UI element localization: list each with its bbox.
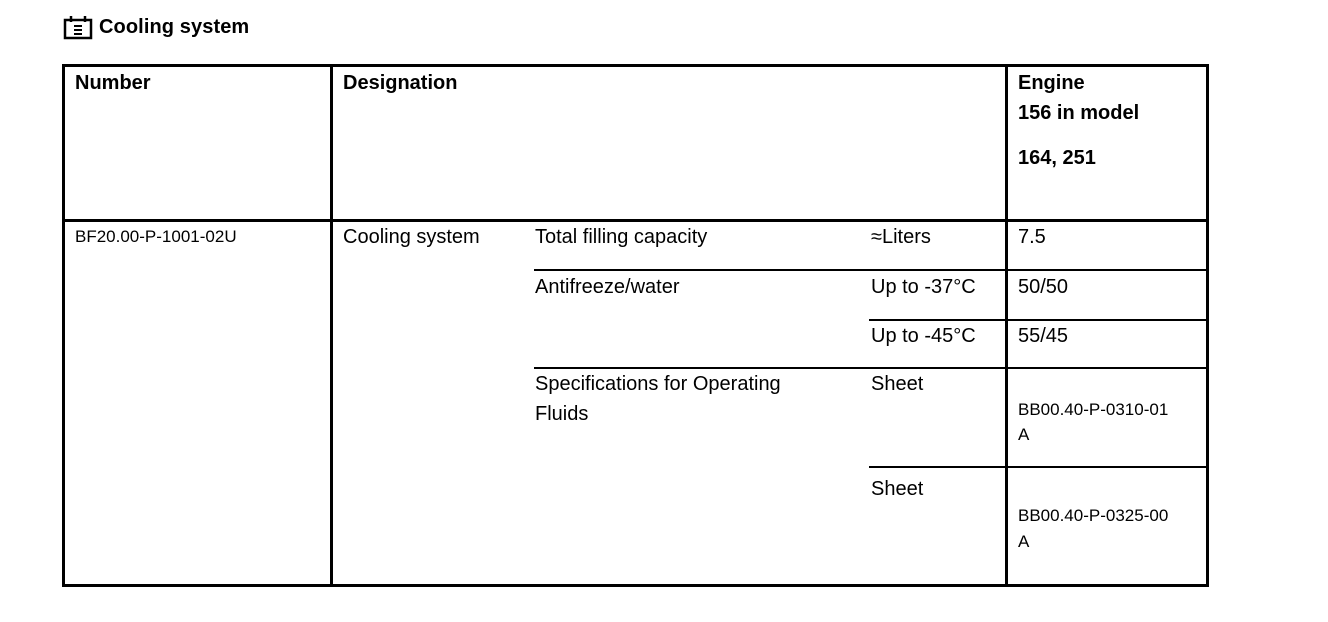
header-designation: Designation	[343, 72, 458, 94]
table-border-right	[1206, 64, 1209, 587]
section-title: Cooling system	[99, 15, 250, 38]
header-number: Number	[75, 72, 151, 94]
item-label-specifications-line1: Specifications for Operating	[535, 373, 781, 395]
table-border-left	[62, 64, 65, 587]
section-heading	[63, 12, 249, 42]
item-unit-sheet-1: Sheet	[871, 373, 924, 395]
row-separator-4	[869, 466, 1209, 468]
table-border-bottom	[62, 584, 1209, 587]
header-engine-line3: 164, 251	[1018, 147, 1096, 169]
item-unit-up-to-45: Up to -45°C	[871, 325, 976, 347]
item-value-sheet-1-line1: BB00.40-P-0310-01	[1018, 400, 1169, 419]
table-border-top	[62, 64, 1209, 67]
item-label-antifreeze-water: Antifreeze/water	[535, 276, 680, 298]
row-designation: Cooling system	[343, 226, 480, 248]
item-value-sheet-1-line2: A	[1018, 425, 1030, 444]
column-divider-number	[330, 64, 333, 587]
item-unit-liters: ≈Liters	[871, 226, 931, 248]
document-icon	[63, 14, 93, 40]
row-number: BF20.00-P-1001-02U	[75, 227, 237, 246]
item-label-total-filling-capacity: Total filling capacity	[535, 226, 708, 248]
item-value-55-45: 55/45	[1018, 325, 1069, 347]
item-value-capacity: 7.5	[1018, 226, 1046, 248]
item-value-sheet-2-line2: A	[1018, 532, 1030, 551]
item-value-50-50: 50/50	[1018, 276, 1069, 298]
header-engine-line2: 156 in model	[1018, 102, 1140, 124]
header-engine-line1: Engine	[1018, 72, 1085, 94]
item-value-sheet-2-line1: BB00.40-P-0325-00	[1018, 506, 1169, 525]
item-unit-up-to-37: Up to -37°C	[871, 276, 976, 298]
item-unit-sheet-2: Sheet	[871, 478, 924, 500]
item-label-specifications-line2: Fluids	[535, 403, 589, 425]
column-divider-engine	[1005, 64, 1008, 587]
row-separator-1	[534, 269, 1209, 271]
